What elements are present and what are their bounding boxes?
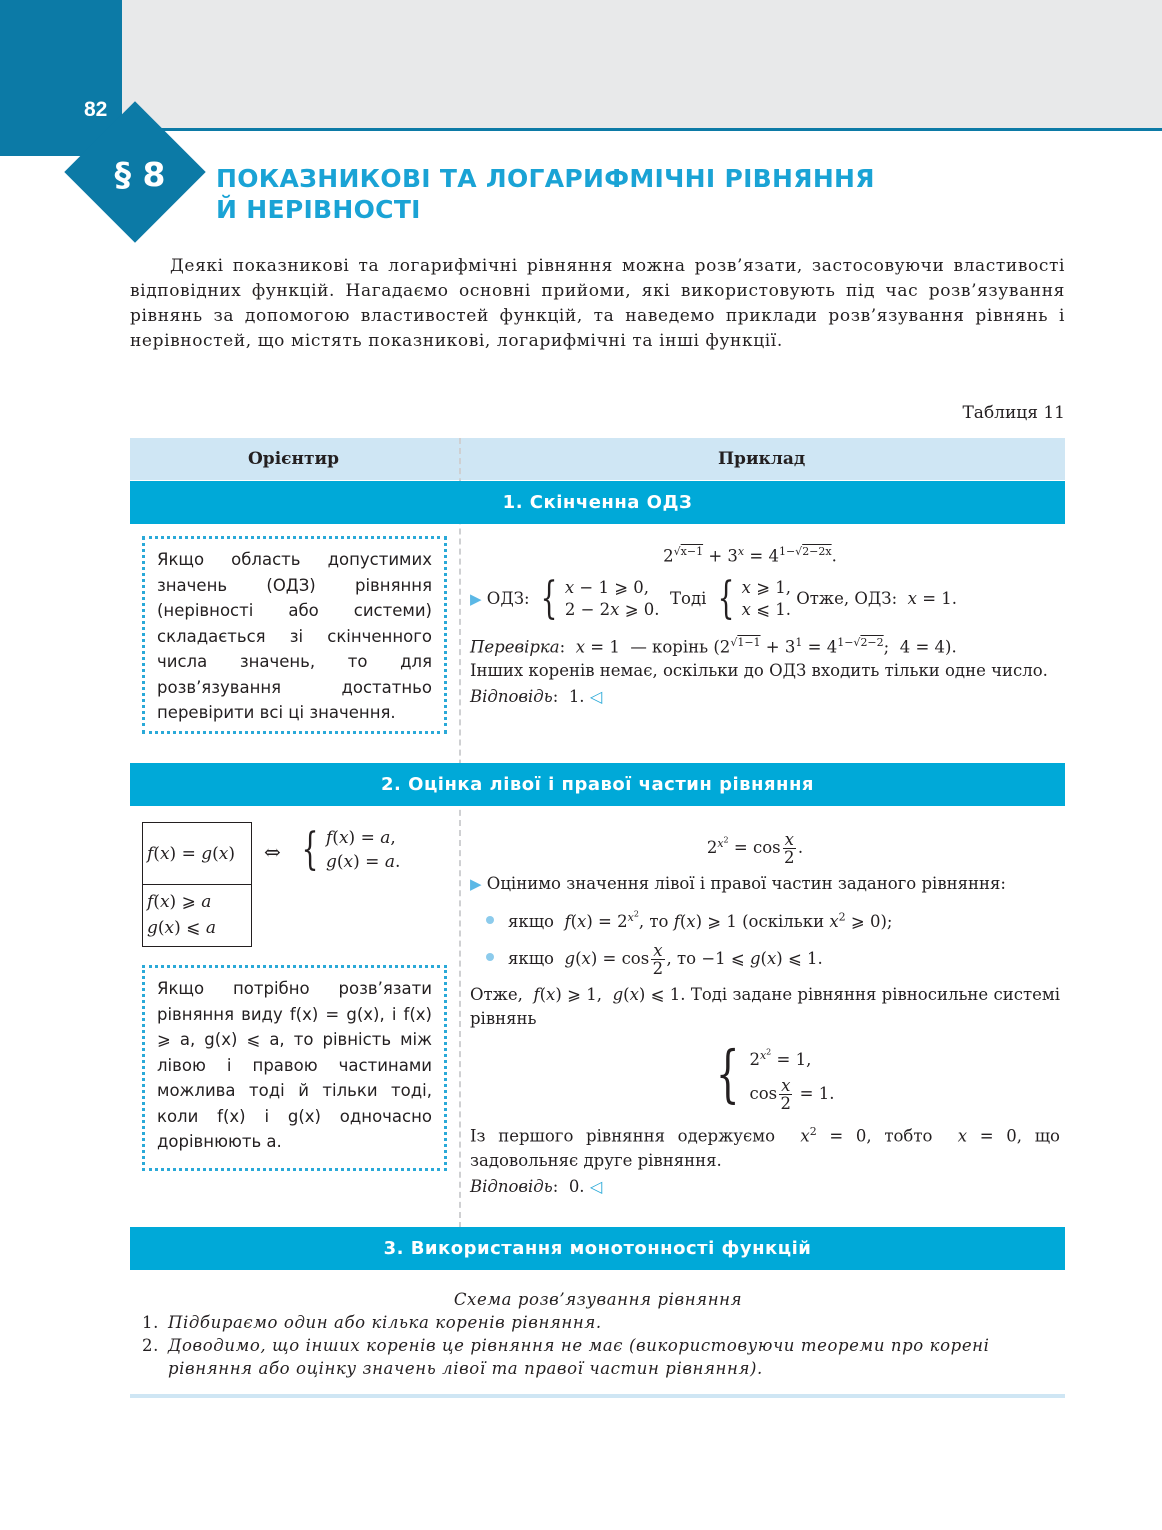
example-1 bbox=[470, 540, 1060, 709]
odz-line: ▶ ОДЗ: { x − 1 ⩾ 0, 2 − 2x ⩾ 0. Тоді { x ⩾ 1, x ⩽ 1. Отже, ОДЗ: x = 1. bbox=[470, 572, 958, 624]
header-background bbox=[0, 0, 1162, 128]
rule-box-2: Якщо потрібно розв’язати рівняння виду f(x) = g(x), і f(x) ⩾ a, g(x) ⩽ a, то рівність між лівою і правою частинами можлива тоді й тільки тоді, коли f(x) і g(x) одночасно дорівнюють a. bbox=[142, 965, 447, 1171]
end-mark-icon: ◁ bbox=[589, 1176, 603, 1196]
from-first-line: Із першого рівняння одержуємо $x^2 = 0$, тобто x = 0, що задовольняє друге рівняння. bbox=[470, 1125, 1060, 1170]
equation-1: $2^{√x-1} + 3^x = 4^{1-√2-2x}$. bbox=[663, 545, 837, 566]
answer-1: Відповідь: 1. ◁ bbox=[470, 687, 603, 706]
solution-scheme bbox=[142, 1288, 1054, 1380]
intro-paragraph: Деякі показникові та логарифмічні рівняння можна розв’язати, застосовуючи властивості відповідних функцій. Нагадаємо основні прийоми, які використовують під час розв’язування рівнянь за допомогою властивостей функцій, та наведемо приклади розв’язування рівнянь і нерівностей, що містять показникові, логарифмічні та інші функції. bbox=[130, 256, 1065, 351]
check-line: Перевірка: x = 1 — корінь ($2^{√1-1} + 3^1 = 4^{1-√2-2}$; 4 = 4). bbox=[470, 635, 957, 656]
title-line-2: Й НЕРІВНОСТІ bbox=[216, 195, 421, 224]
scheme-step: 1. Підбираємо один або кілька коренів рівняння. bbox=[142, 1313, 602, 1332]
triangle-icon: ▶ bbox=[470, 875, 482, 894]
odz-simplified: { x ⩾ 1, x ⩽ 1. bbox=[717, 572, 792, 624]
col-header-right: Приклад bbox=[718, 449, 806, 469]
scheme-step: 2. Доводимо, що інших коренів це рівняння не має (використовуючи теореми про корені рівняння або оцінку значень лівої та правої частин рівняння). bbox=[142, 1336, 990, 1378]
odz-system: { x − 1 ⩾ 0, 2 − 2x ⩾ 0. bbox=[540, 572, 660, 624]
page-number: 82 bbox=[84, 98, 108, 121]
section-band-2: 2. Оцінка лівої і правої частин рівняння bbox=[130, 763, 1065, 806]
system-2: { $2^{x^2} = 1$, cos $\frac{x}{2}$ = 1. bbox=[715, 1036, 835, 1114]
page-title bbox=[216, 163, 875, 225]
section-number: § 8 bbox=[114, 155, 166, 194]
scheme-title: Схема розв’язування рівняння bbox=[453, 1290, 743, 1309]
equivalence-icon: ⇔ bbox=[264, 840, 281, 864]
no-other-roots: Інших коренів немає, оскільки до ОДЗ входить тільки одне число. bbox=[470, 661, 1048, 680]
table-bottom-rule bbox=[130, 1394, 1065, 1398]
col-header-left: Орієнтир bbox=[248, 449, 339, 469]
triangle-icon: ▶ bbox=[470, 589, 482, 608]
answer-2: Відповідь: 0. ◁ bbox=[470, 1176, 603, 1196]
end-mark-icon: ◁ bbox=[589, 687, 603, 706]
estimate-line: ▶ Оцінимо значення лівої і правої частин заданого рівняння: bbox=[470, 874, 1006, 894]
table-header bbox=[130, 438, 1065, 480]
so-line: Отже, f(x) ⩾ 1, g(x) ⩽ 1. Тоді задане рівняння рівносильне системі рівнянь bbox=[470, 985, 1060, 1029]
bullet-1: якщо $f(x) = 2^{x^2}$, то f(x) ⩾ 1 (оскільки $x^2$ ⩾ 0); bbox=[470, 902, 1060, 934]
table-label: Таблиця 11 bbox=[962, 403, 1065, 423]
formula-box: f(x) = g(x) f(x) ⩾ a g(x) ⩽ a bbox=[142, 822, 252, 947]
section-band-3: 3. Використання монотонності функцій bbox=[130, 1227, 1065, 1270]
equivalent-system: { f(x) = a, g(x) = a. bbox=[301, 824, 401, 875]
title-line-1: ПОКАЗНИКОВІ ТА ЛОГАРИФМІЧНІ РІВНЯННЯ bbox=[216, 164, 875, 193]
header-rule bbox=[122, 128, 1162, 131]
section-band-1: 1. Скінченна ОДЗ bbox=[130, 481, 1065, 524]
bullet-2: якщо g(x) = cos $\frac{x}{2}$ , то −1 ⩽ g(x) ⩽ 1. bbox=[470, 942, 1060, 977]
example-2 bbox=[470, 828, 1060, 1199]
equation-2: $2^{x^2} = \cos$ $\frac{x}{2}$ . bbox=[706, 830, 804, 868]
rule-box-1: Якщо область допустимих значень (ОДЗ) рівняння (нерівності або системи) складається зі скінченного числа значень, то для розв’язування достатньо перевірити всі ці значення. bbox=[142, 536, 447, 734]
